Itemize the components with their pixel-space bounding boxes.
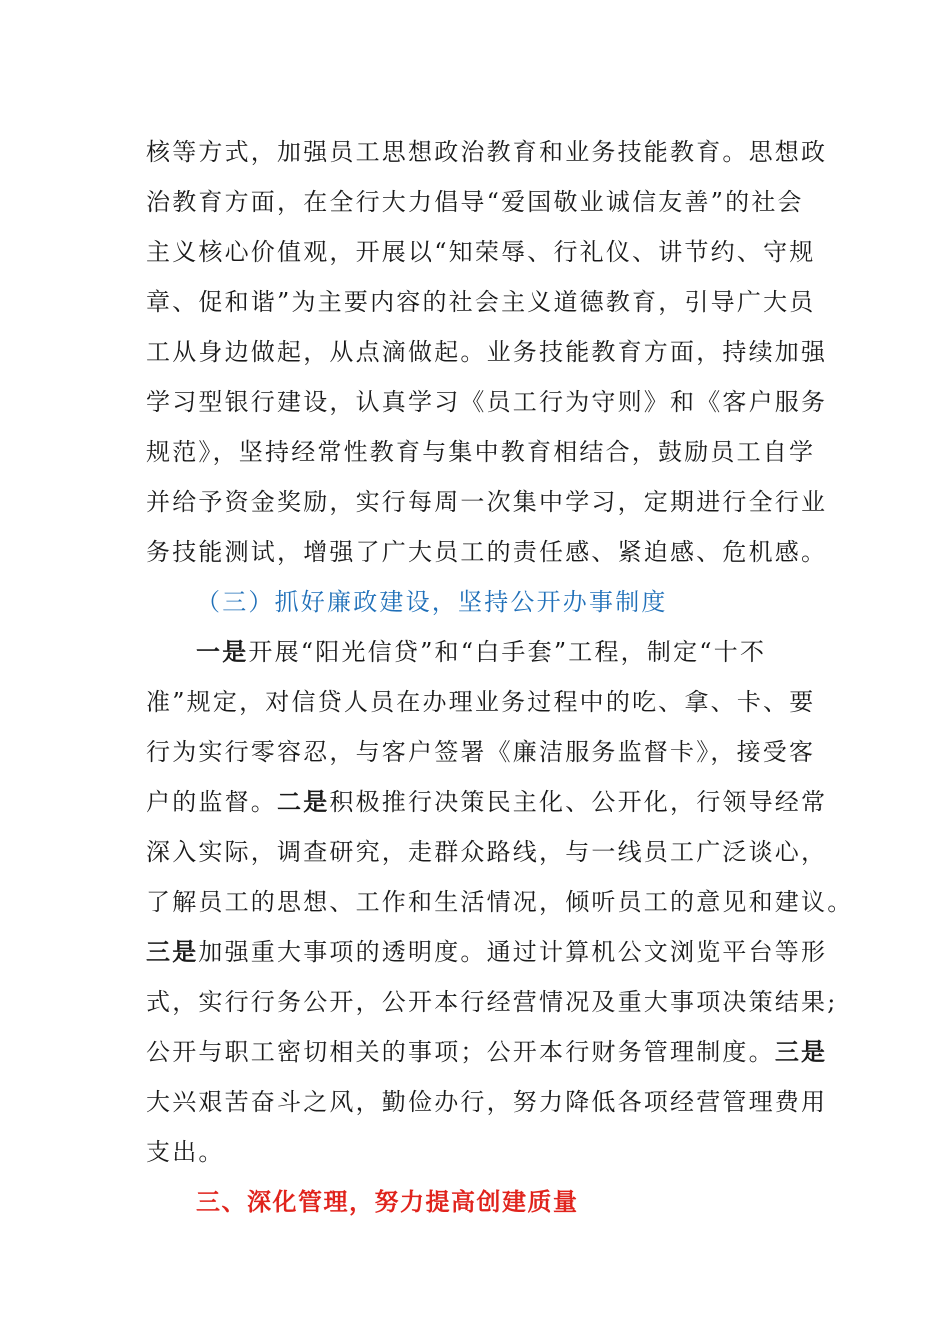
paragraph-line: 准”规定，对信贷人员在办理业务过程中的吃、拿、卡、要 [146,688,816,716]
line-text: 积极推行决策民主化、公开化，行领导经常 [329,788,828,816]
bold-marker: 三是 [774,1037,828,1066]
bold-marker: 三是 [146,937,199,966]
paragraph-line: 章、促和谐”为主要内容的社会主义道德教育，引导广大员 [146,288,816,316]
paragraph-line: 支出。 [146,1138,225,1166]
paragraph-line: 了解员工的思想、工作和生活情况，倾听员工的意见和建议。 [146,888,854,916]
bold-marker: 二是 [277,787,330,816]
paragraph-line [146,786,827,818]
paragraph-line [146,1036,827,1068]
line-text: 开展“阳光信贷”和“白手套”工程，制定“十不 [248,638,767,666]
line-text: 户的监督。 [146,788,277,816]
line-text: 加强重大事项的透明度。通过计算机公文浏览平台等形 [198,938,828,966]
paragraph-line: 规范》，坚持经常性教育与集中教育相结合，鼓励员工自学 [146,438,816,466]
paragraph-line: 核等方式，加强员工思想政治教育和业务技能教育。思想政 [146,138,828,166]
bold-marker: 一是 [196,637,249,666]
paragraph-line: 并给予资金奖励，实行每周一次集中学习，定期进行全行业 [146,488,828,516]
line-text: 公开与职工密切相关的事项；公开本行财务管理制度。 [146,1038,775,1066]
paragraph-line: 深入实际，调查研究，走群众路线，与一线员工广泛谈心， [146,838,828,866]
paragraph-line: 务技能测试，增强了广大员工的责任感、紧迫感、危机感。 [146,538,828,566]
section-heading: 三、深化管理，努力提高创建质量 [196,1187,579,1216]
paragraph-line [196,636,766,668]
paragraph-line: 工从身边做起，从点滴做起。业务技能教育方面，持续加强 [146,338,828,366]
paragraph-line: 学习型银行建设，认真学习《员工行为守则》和《客户服务 [146,388,828,416]
paragraph-line: 行为实行零容忍，与客户签署《廉洁服务监督卡》，接受客 [146,738,816,766]
paragraph-line [146,936,827,968]
paragraph-line: 式，实行行务公开，公开本行经营情况及重大事项决策结果; [146,988,838,1016]
paragraph-line: 治教育方面，在全行大力倡导“爱国敬业诚信友善”的社会 [146,188,804,216]
paragraph-line: 主义核心价值观，开展以“知荣辱、行礼仪、讲节约、守规 [146,238,816,266]
paragraph-line: 大兴艰苦奋斗之风，勤俭办行，努力降低各项经营管理费用 [146,1088,828,1116]
section-subheading: （三）抓好廉政建设，坚持公开办事制度 [196,588,668,616]
